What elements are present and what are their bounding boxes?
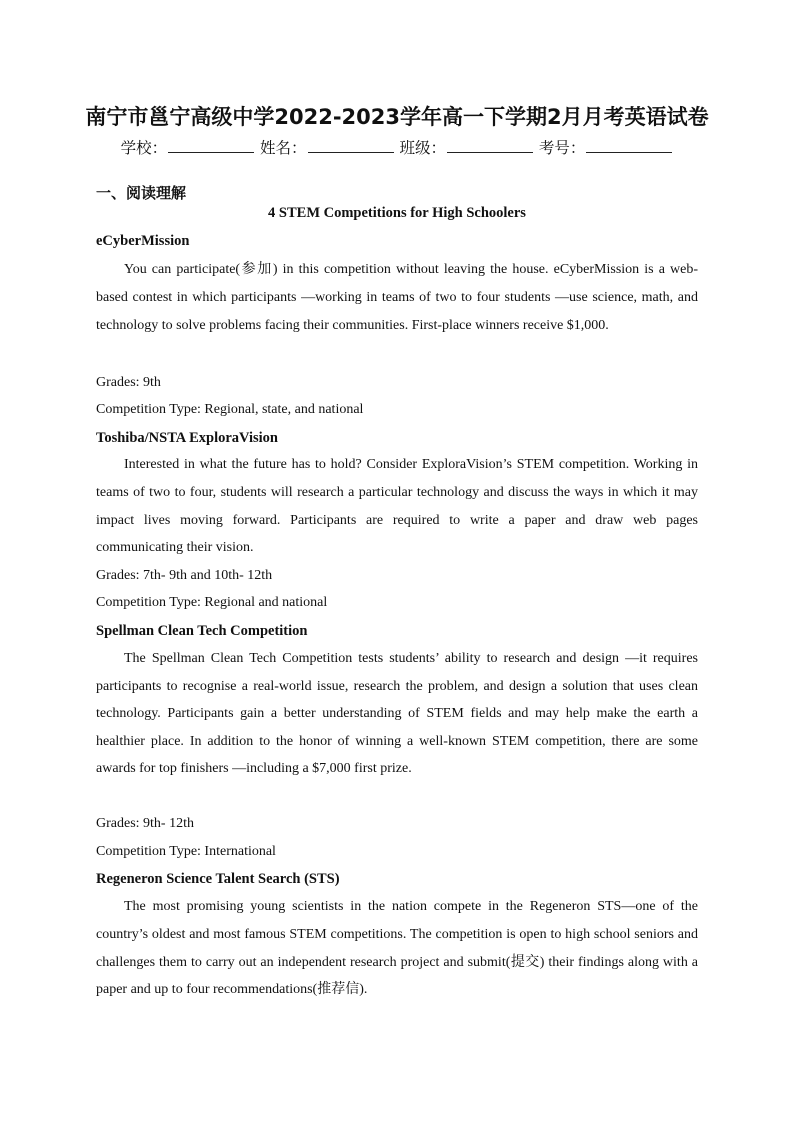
competition-name: eCyberMission [96, 233, 190, 249]
class-blank[interactable] [447, 138, 533, 153]
exam-number-label: 考号： [538, 139, 586, 157]
competition-name: Spellman Clean Tech Competition [96, 623, 308, 639]
class-label: 班级： [399, 139, 446, 157]
competition-name: Regeneron Science Talent Search (STS) [96, 871, 340, 887]
student-info-line [0, 136, 794, 158]
section-heading: 一、阅读理解 [96, 184, 187, 202]
exam-number-blank[interactable] [586, 138, 672, 153]
competition-type: Competition Type: Regional, state, and national [96, 402, 364, 417]
school-label: 学校： [120, 139, 168, 157]
name-label: 姓名： [260, 139, 307, 157]
article-title: 4 STEM Competitions for High Schoolers [268, 205, 526, 221]
competition-description: You can participate(参加) in this competition without leaving the house. eCyberMission is a web-based contest in which participants —working in teams of two to four students —use science, math, and technology to solve problems facing their communities. First-place winners receive $1,000. [96, 262, 698, 333]
competition-description: The Spellman Clean Tech Competition tests students’ ability to research and design —it requires participants to recognise a real-world issue, research the problem, and design a solution that uses clean technology. Participants gain a better understanding of STEM fields and may help make the earth a healthier place. In addition to the honor of winning a well-known STEM competition, there are some awards for top finishers —including a $7,000 first prize. [96, 651, 698, 777]
competition-grades: Grades: 9th- 12th [96, 816, 194, 831]
competition-type: Competition Type: Regional and national [96, 595, 328, 610]
competition-name: Toshiba/NSTA ExploraVision [96, 430, 278, 446]
competition-description: The most promising young scientists in the nation compete in the Regeneron STS—one of the country’s oldest and most famous STEM competitions. The competition is open to high school seniors and challenges them to carry out an independent research project and submit(提交) their findings along with a paper and up to four recommendations(推荐信). [96, 899, 698, 998]
competition-grades: Grades: 9th [96, 375, 161, 390]
competition-grades: Grades: 7th- 9th and 10th- 12th [96, 568, 273, 583]
competition-type: Competition Type: International [96, 844, 276, 859]
name-blank[interactable] [308, 138, 394, 153]
exam-title: 南宁市邕宁高级中学2022-2023学年高一下学期2月月考英语试卷 [85, 105, 709, 129]
school-blank[interactable] [168, 138, 254, 153]
competition-description: Interested in what the future has to hold? Consider ExploraVision’s STEM competition. Working in teams of two to four, students will research a particular technology and discuss the ways in which it may impact lives moving forward. Participants are required to write a paper and draw web pages communicating their vision. [96, 457, 698, 556]
